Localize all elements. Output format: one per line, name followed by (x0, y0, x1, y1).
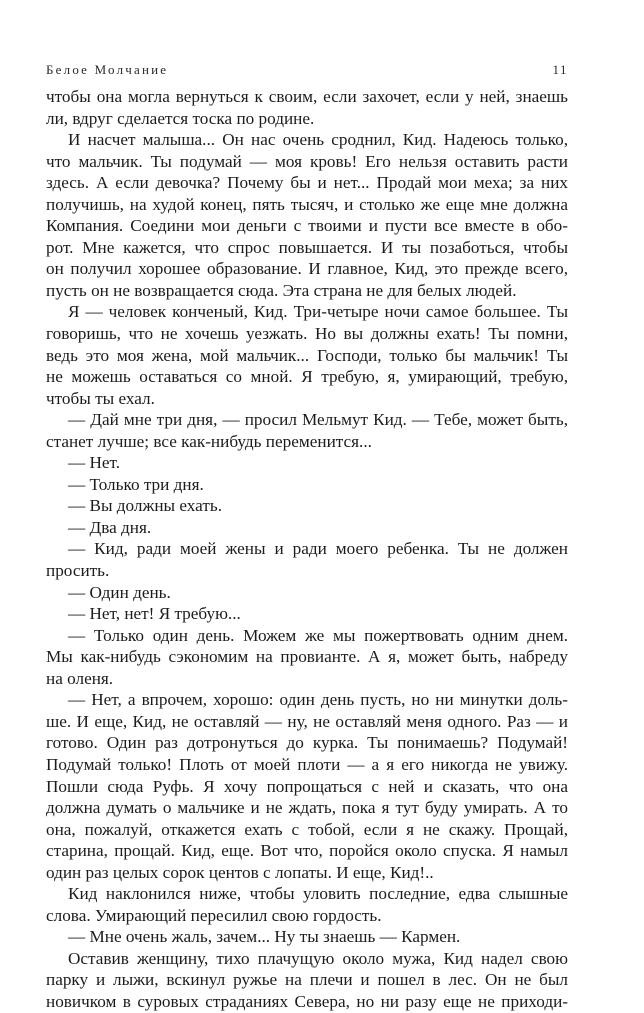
text-line: Компания. Соедини мои деньги с твоими и пусти все вместе в обо- (46, 216, 568, 236)
text-line: — Нет. (68, 453, 121, 473)
text-line: готово. Один раз дотронуться до курка. Ты понимаешь? Подумай! (46, 733, 568, 753)
text-line: рот. Мне кажется, что спрос повышается. И ты позаботься, чтобы (46, 237, 568, 257)
text-line: чтобы она могла вернуться к своим, если захочет, если у ней, знаешь (46, 87, 568, 106)
text-line: парку и лыжи, вскинул ружье на плечи и пошел в лес. Он не был (46, 970, 568, 990)
text-line: новичком в суровых страданиях Севера, но ни разу еще не приходи- (46, 991, 568, 1011)
page-number: 11 (552, 62, 568, 77)
text-line: — Только три дня. (68, 474, 204, 494)
text-line: на оленя. (46, 668, 114, 688)
text-line: что мальчик. Ты подумай — моя кровь! Его нельзя оставить расти (46, 151, 568, 171)
text-line: Я — человек конченый, Кид. Три-четыре ночи самое большее. Ты (68, 302, 568, 322)
running-title: Белое Молчание (46, 62, 169, 77)
text-line: просить. (46, 561, 110, 581)
text-line: И насчет малыша... Он нас очень сроднил, Кид. Надеюсь только, (68, 130, 568, 150)
text-line: — Один день. (68, 582, 171, 602)
text-line: не можешь оставаться со мной. Я требую, я, умирающий, требую, (46, 367, 568, 387)
text-line: один раз целых сорок центов с лопаты. И еще, Кид!.. (46, 862, 434, 882)
running-head (46, 62, 568, 84)
text-line: ше. И еще, Кид, не оставляй — ну, не оставляй меня одного. Раз — и (46, 711, 568, 731)
text-line: Оставив женщину, тихо плачущую около мужа, Кид надел свою (68, 948, 568, 968)
text-line: — Кид, ради моей жены и ради моего ребенка. Ты не должен (68, 539, 568, 559)
text-line: пусть он не возвращается сюда. Эта страна не для белых людей. (46, 280, 517, 300)
text-line: старина, прощай. Кид, еще. Вот что, поройся около спуска. Я намыл (46, 841, 568, 861)
text-line: станет лучше; все как-нибудь переменится... (46, 431, 372, 451)
text-line: — Вы должны ехать. (68, 496, 222, 516)
text-line: слова. Умирающий пересилил свою гордость. (46, 905, 382, 925)
text-line: чтобы ты ехал. (46, 388, 155, 408)
text-line: здесь. А если девочка? Почему бы и нет... Продай мои меха; за них (46, 173, 568, 193)
text-line: Кид наклонился ниже, чтобы уловить последние, едва слышные (68, 884, 568, 904)
body-text (46, 86, 568, 1013)
text-line: — Только один день. Можем же мы пожертвовать одним днем. (68, 625, 568, 645)
text-line: Мы как-нибудь сэкономим на провианте. А я, может быть, набреду (46, 647, 568, 667)
text-line: — Нет, нет! Я требую... (68, 604, 241, 624)
text-line: — Дай мне три дня, — просил Мельмут Кид. — Тебе, может быть, (68, 410, 568, 430)
text-line: — Два дня. (68, 517, 152, 537)
text-line: ведь это моя жена, мой мальчик... Господи, только бы мальчик! Ты (46, 345, 568, 365)
text-line: ли, вдруг сделается тоска по родине. (46, 108, 315, 128)
text-line: Подумай только! Плоть от моей плоти — а я его никогда не увижу. (46, 754, 568, 774)
text-line: получишь, на худой конец, пять тысяч, и столько же еще мне должна (46, 194, 568, 214)
text-line: — Нет, а впрочем, хорошо: один день пусть, но ни минутки доль- (68, 690, 568, 710)
text-line: она, пожалуй, откажется ехать с тобой, если я не скажу. Прощай, (46, 819, 568, 839)
text-line: Пошли сюда Руфь. Я хочу попрощаться с ней и сказать, что она (46, 776, 568, 796)
text-line: — Мне очень жаль, зачем... Ну ты знаешь — Кармен. (68, 927, 461, 947)
text-line: должна думать о мальчике и не ждать, пока я тут буду умирать. А то (46, 798, 568, 818)
text-line: говоришь, что не хочешь уезжать. Но вы должны ехать! Ты помни, (46, 324, 568, 344)
text-line: он получил хорошее образование. И главное, Кид, это прежде всего, (46, 259, 568, 279)
